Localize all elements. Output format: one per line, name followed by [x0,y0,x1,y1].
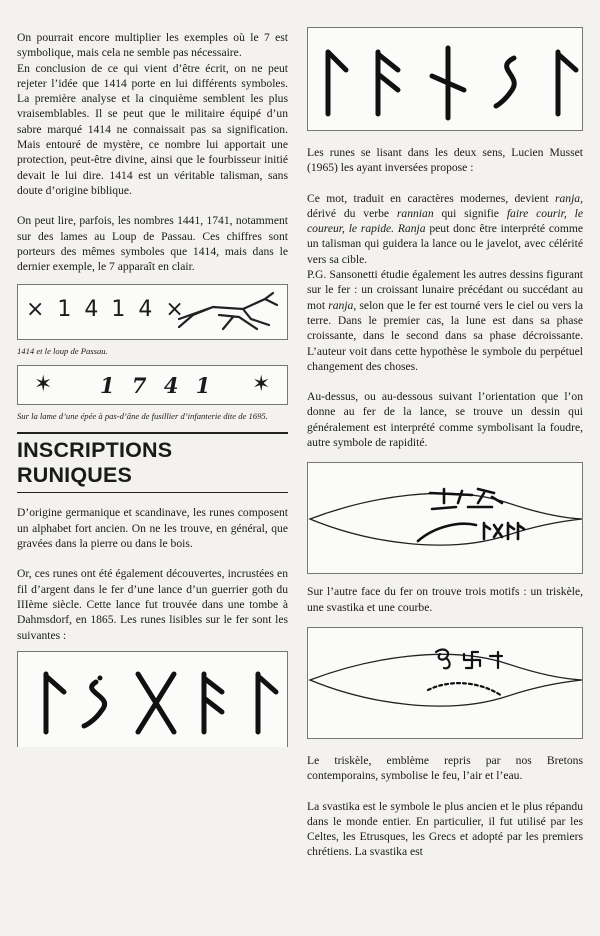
heading-line: RUNIQUES [17,463,133,488]
section-heading [17,432,288,493]
paragraph: Au-dessus, ou au-dessous suivant l’orientation que l’on donne au fer de la lance, se trouve un dessin qui généralement est interprété comme symbolisant la foudre, autre symbole de rapidité. [307,390,583,450]
triskele-icon [436,649,450,668]
paragraph: Le triskèle, emblème repris par nos Bretons contemporains, symbolise le feu, l’air et l’eau. [307,753,583,783]
swastika-icon [464,652,480,668]
left-column [17,30,288,747]
runes-inscription [18,652,289,747]
paragraph: D’origine germanique et scandinave, les runes composent un alphabet fort ancien. On ne les trouve, en général, que gravées dans la pierre ou dans le bois. [17,506,288,551]
star-icon: ✶ [252,372,271,398]
paragraph: Or, ces runes ont été également découvertes, incrustées en fil d’argent dans le fer d’une lance d’un guerrier goth du IIIème siècle. Cette lance fut trouvée dans une tombe à Dahmsdorf, en 1865. Les runes lisibles sur le fer sont les suivantes : [17,567,288,642]
spearhead-face-2 [307,627,583,739]
figure-caption: 1414 et le loup de Passau. [17,346,108,357]
paragraph: On peut lire, parfois, les nombres 1441, 1741, notamment sur des lames au Loup de Passau. Ces chiffres sont porteurs des mêmes symboles que 1414, mais dans le dernier exemple, le 7 apparaît en clair. [17,214,288,274]
paragraph: Ce mot, traduit en caractères modernes, devient ranja, dérivé du verbe rannian qui signifie faire courir, le coureur, le rapide. Ranja peut donc être interprété comme un talisman qui guidera la lance ou le javelot, avec célérité vers sa cible. [307,191,584,266]
curve-icon [428,683,502,696]
paragraph: Les runes se lisant dans les deux sens, Lucien Musset (1965) les ayant inversées propose : [307,146,583,175]
paragraph: La svastika est le symbole le plus ancien et le plus répandu dans le monde entier. En particulier, il fut utilisé par les Celtes, les Etrusques, les Grecs et adopté par les premiers chrétiens. La svastika est [307,799,583,859]
runes-figure [17,651,288,747]
figure-caption: Sur la lame d’une épée à pas-d’âne de fusillier d’infanterie dite de 1695. [17,411,268,422]
spearhead-face-1 [307,462,583,574]
spearhead-drawing [308,463,584,573]
figure-1741-sword [17,365,288,405]
paragraph: En conclusion de ce qui vient d’être écrit, on ne peut rejeter l’idée que 1414 porte en lui différents symboles. La première analyse et la cinquième semblent les plus vraisemblables. Il se peut que le militaire équipé d’un sabre marqué 1414 ne connaissait pas sa signification. Mais entouré de mystère, ce nombre lui apportait une protection, peut-être divine, ainsi que le fourbisseur initié devait le lui dire. 1414 est un véritable talisman, sans doute d’origine biblique. [17,61,288,197]
inscription-1414: × 1 4 1 4 × [26,297,187,323]
paragraph: P.G. Sansonetti étudie également les autres dessins figurant sur le fer : un croissant lunaire précédant ou succédant au mot ranja, selon que le fer est tourné vers le ciel ou vers la terre. Dans le premier cas, la lune est dans sa phase croissante, dans le second dans sa phase décroissante. L’auteur voit dans cette hypothèse le symbole du perpétuel changement des choses. [307,268,583,373]
heading-line: INSCRIPTIONS [17,438,173,463]
spearhead-drawing [308,628,584,738]
star-icon: ✶ [34,372,53,398]
figure-1414-wolf [17,284,288,340]
inscription-1741: 1 7 4 1 [100,373,211,399]
paragraph: On pourrait encore multiplier les exemples où le 7 est symbolique, mais cela ne semble pas nécessaire. [17,31,288,60]
paragraph: Sur l’autre face du fer on trouve trois motifs : un triskèle, une svastika et une courbe. [307,585,583,614]
runes-figure-reversed [307,27,583,131]
passau-wolf-drawing [173,289,283,335]
right-column [307,27,583,860]
runes-inscription-reversed [308,28,584,130]
